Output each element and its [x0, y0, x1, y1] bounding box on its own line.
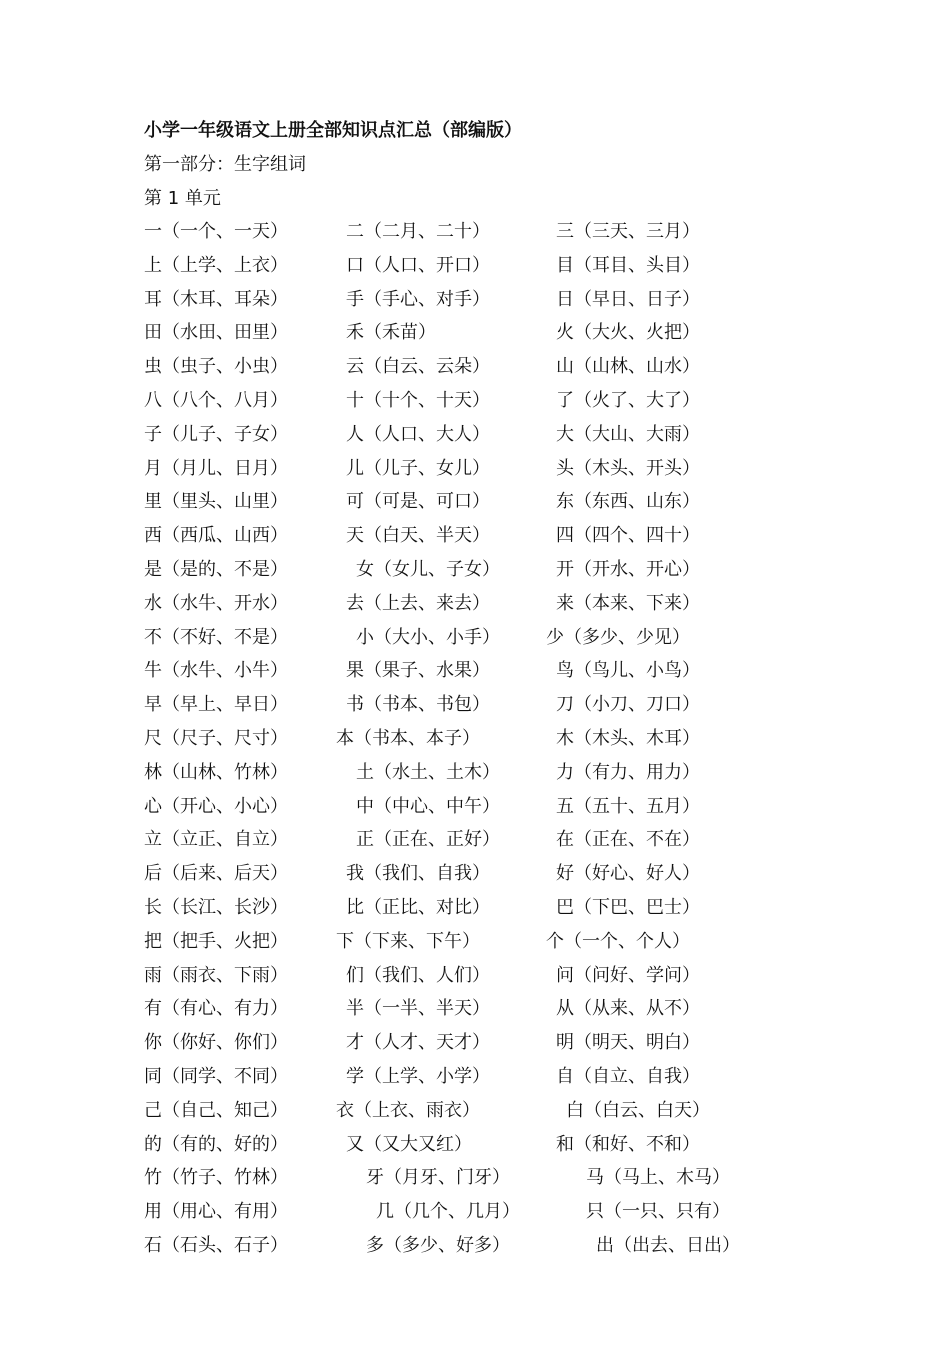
word-entry: 们（我们、人们）: [346, 964, 490, 986]
word-entry: 耳（木耳、耳朵）: [144, 288, 288, 310]
word-entry: 石（石头、石子）: [144, 1234, 288, 1256]
word-entry: 心（开心、小心）: [144, 795, 288, 817]
table-row: [0, 727, 950, 761]
table-row: [0, 592, 950, 626]
word-entry: 虫（虫子、小虫）: [144, 356, 288, 378]
word-entry: 四（四个、四十）: [556, 525, 700, 547]
table-row: [0, 288, 950, 322]
table-row: [0, 693, 950, 727]
word-entry: 多（多少、好多）: [366, 1234, 510, 1256]
word-entry: 书（书本、书包）: [346, 694, 490, 716]
word-entry: 不（不好、不是）: [144, 626, 288, 648]
word-entry: 水（水牛、开水）: [144, 592, 288, 614]
table-row: [0, 795, 950, 829]
word-entry: 尺（尺子、尺寸）: [144, 727, 288, 749]
word-entry: 果（果子、水果）: [346, 660, 490, 682]
table-row: [0, 997, 950, 1031]
word-entry: 下（下来、下午）: [336, 930, 480, 952]
word-entry: 问（问好、学问）: [556, 964, 700, 986]
word-entry: 二（二月、二十）: [346, 221, 490, 242]
word-entry: 力（有力、用力）: [556, 761, 700, 783]
word-entry: 天（白天、半天）: [346, 525, 490, 547]
word-entry: 又（又大又红）: [346, 1133, 472, 1155]
word-entry: 土（水土、土木）: [356, 761, 500, 783]
word-entry: 开（开水、开心）: [556, 558, 700, 580]
table-row: [0, 659, 950, 693]
word-entry: 马（马上、木马）: [586, 1167, 730, 1189]
word-entry: 明（明天、明白）: [556, 1032, 700, 1054]
table-row: [0, 321, 950, 355]
word-entry: 把（把手、火把）: [144, 930, 288, 952]
table-row: [0, 1200, 950, 1234]
word-entry: 木（木头、木耳）: [556, 727, 700, 749]
table-row: [0, 1133, 950, 1167]
word-entry: 好（好心、好人）: [556, 863, 700, 885]
table-row: [0, 626, 950, 660]
word-entry: 五（五十、五月）: [556, 795, 700, 817]
word-entry: 是（是的、不是）: [144, 558, 288, 580]
table-row: [0, 896, 950, 930]
word-entry: 子（儿子、子女）: [144, 423, 288, 445]
table-row: [0, 220, 950, 254]
word-entry: 了（火了、大了）: [556, 389, 700, 411]
word-entry: 我（我们、自我）: [346, 863, 490, 885]
word-entry: 大（大山、大雨）: [556, 423, 700, 445]
word-entry: 立（立正、自立）: [144, 829, 288, 851]
word-entry: 本（书本、本子）: [336, 727, 480, 749]
word-entry: 牛（水牛、小牛）: [144, 660, 288, 682]
word-entry: 只（一只、只有）: [586, 1201, 730, 1223]
unit-heading: 第 1 单元: [144, 188, 221, 209]
word-entry: 牙（月牙、门牙）: [366, 1167, 510, 1189]
word-list: [0, 220, 950, 1268]
table-row: [0, 524, 950, 558]
word-entry: 林（山林、竹林）: [144, 761, 288, 783]
table-row: [0, 490, 950, 524]
word-entry: 东（东西、山东）: [556, 491, 700, 513]
word-entry: 个（一个、个人）: [546, 930, 690, 952]
word-entry: 学（上学、小学）: [346, 1065, 490, 1087]
word-entry: 八（八个、八月）: [144, 389, 288, 411]
word-entry: 十（十个、十天）: [346, 389, 490, 411]
word-entry: 的（有的、好的）: [144, 1133, 288, 1155]
table-row: [0, 254, 950, 288]
word-entry: 自（自立、自我）: [556, 1065, 700, 1087]
word-entry: 儿（儿子、女儿）: [346, 457, 490, 479]
table-row: [0, 1065, 950, 1099]
word-entry: 目（耳目、头目）: [556, 254, 700, 276]
word-entry: 从（从来、从不）: [556, 998, 700, 1020]
table-row: [0, 1099, 950, 1133]
word-entry: 刀（小刀、刀口）: [556, 694, 700, 716]
word-entry: 你（你好、你们）: [144, 1032, 288, 1054]
word-entry: 己（自己、知己）: [144, 1099, 288, 1121]
word-entry: 出（出去、日出）: [596, 1234, 740, 1256]
word-entry: 小（大小、小手）: [356, 626, 500, 648]
table-row: [0, 964, 950, 998]
word-entry: 山（山林、山水）: [556, 356, 700, 378]
word-entry: 竹（竹子、竹林）: [144, 1167, 288, 1189]
word-entry: 在（正在、不在）: [556, 829, 700, 851]
word-entry: 后（后来、后天）: [144, 863, 288, 885]
word-entry: 用（用心、有用）: [144, 1201, 288, 1223]
table-row: [0, 930, 950, 964]
word-entry: 上（上学、上衣）: [144, 254, 288, 276]
table-row: [0, 862, 950, 896]
word-entry: 白（白云、白天）: [566, 1099, 710, 1121]
table-row: [0, 558, 950, 592]
table-row: [0, 457, 950, 491]
table-row: [0, 1234, 950, 1268]
word-entry: 鸟（鸟儿、小鸟）: [556, 660, 700, 682]
table-row: [0, 1166, 950, 1200]
word-entry: 半（一半、半天）: [346, 998, 490, 1020]
word-entry: 女（女儿、子女）: [356, 558, 500, 580]
word-entry: 一（一个、一天）: [144, 221, 288, 242]
word-entry: 雨（雨衣、下雨）: [144, 964, 288, 986]
word-entry: 人（人口、大人）: [346, 423, 490, 445]
word-entry: 和（和好、不和）: [556, 1133, 700, 1155]
word-entry: 少（多少、少见）: [546, 626, 690, 648]
word-entry: 几（几个、几月）: [376, 1201, 520, 1223]
table-row: [0, 1031, 950, 1065]
word-entry: 巴（下巴、巴士）: [556, 896, 700, 918]
word-entry: 田（水田、田里）: [144, 322, 288, 344]
word-entry: 禾（禾苗）: [346, 322, 436, 344]
word-entry: 来（本来、下来）: [556, 592, 700, 614]
word-entry: 三（三天、三月）: [556, 221, 700, 242]
word-entry: 去（上去、来去）: [346, 592, 490, 614]
word-entry: 早（早上、早日）: [144, 694, 288, 716]
word-entry: 才（人才、天才）: [346, 1032, 490, 1054]
word-entry: 可（可是、可口）: [346, 491, 490, 513]
word-entry: 里（里头、山里）: [144, 491, 288, 513]
word-entry: 比（正比、对比）: [346, 896, 490, 918]
word-entry: 口（人口、开口）: [346, 254, 490, 276]
section-heading: 第一部分：生字组词: [144, 154, 306, 175]
word-entry: 头（木头、开头）: [556, 457, 700, 479]
word-entry: 正（正在、正好）: [356, 829, 500, 851]
word-entry: 云（白云、云朵）: [346, 356, 490, 378]
word-entry: 中（中心、中午）: [356, 795, 500, 817]
word-entry: 手（手心、对手）: [346, 288, 490, 310]
table-row: [0, 761, 950, 795]
table-row: [0, 355, 950, 389]
word-entry: 同（同学、不同）: [144, 1065, 288, 1087]
word-entry: 长（长江、长沙）: [144, 896, 288, 918]
word-entry: 有（有心、有力）: [144, 998, 288, 1020]
table-row: [0, 423, 950, 457]
document-title: 小学一年级语文上册全部知识点汇总（部编版）: [144, 120, 522, 141]
word-entry: 日（早日、日子）: [556, 288, 700, 310]
table-row: [0, 389, 950, 423]
word-entry: 火（大火、火把）: [556, 322, 700, 344]
word-entry: 西（西瓜、山西）: [144, 525, 288, 547]
table-row: [0, 828, 950, 862]
word-entry: 衣（上衣、雨衣）: [336, 1099, 480, 1121]
word-entry: 月（月儿、日月）: [144, 457, 288, 479]
